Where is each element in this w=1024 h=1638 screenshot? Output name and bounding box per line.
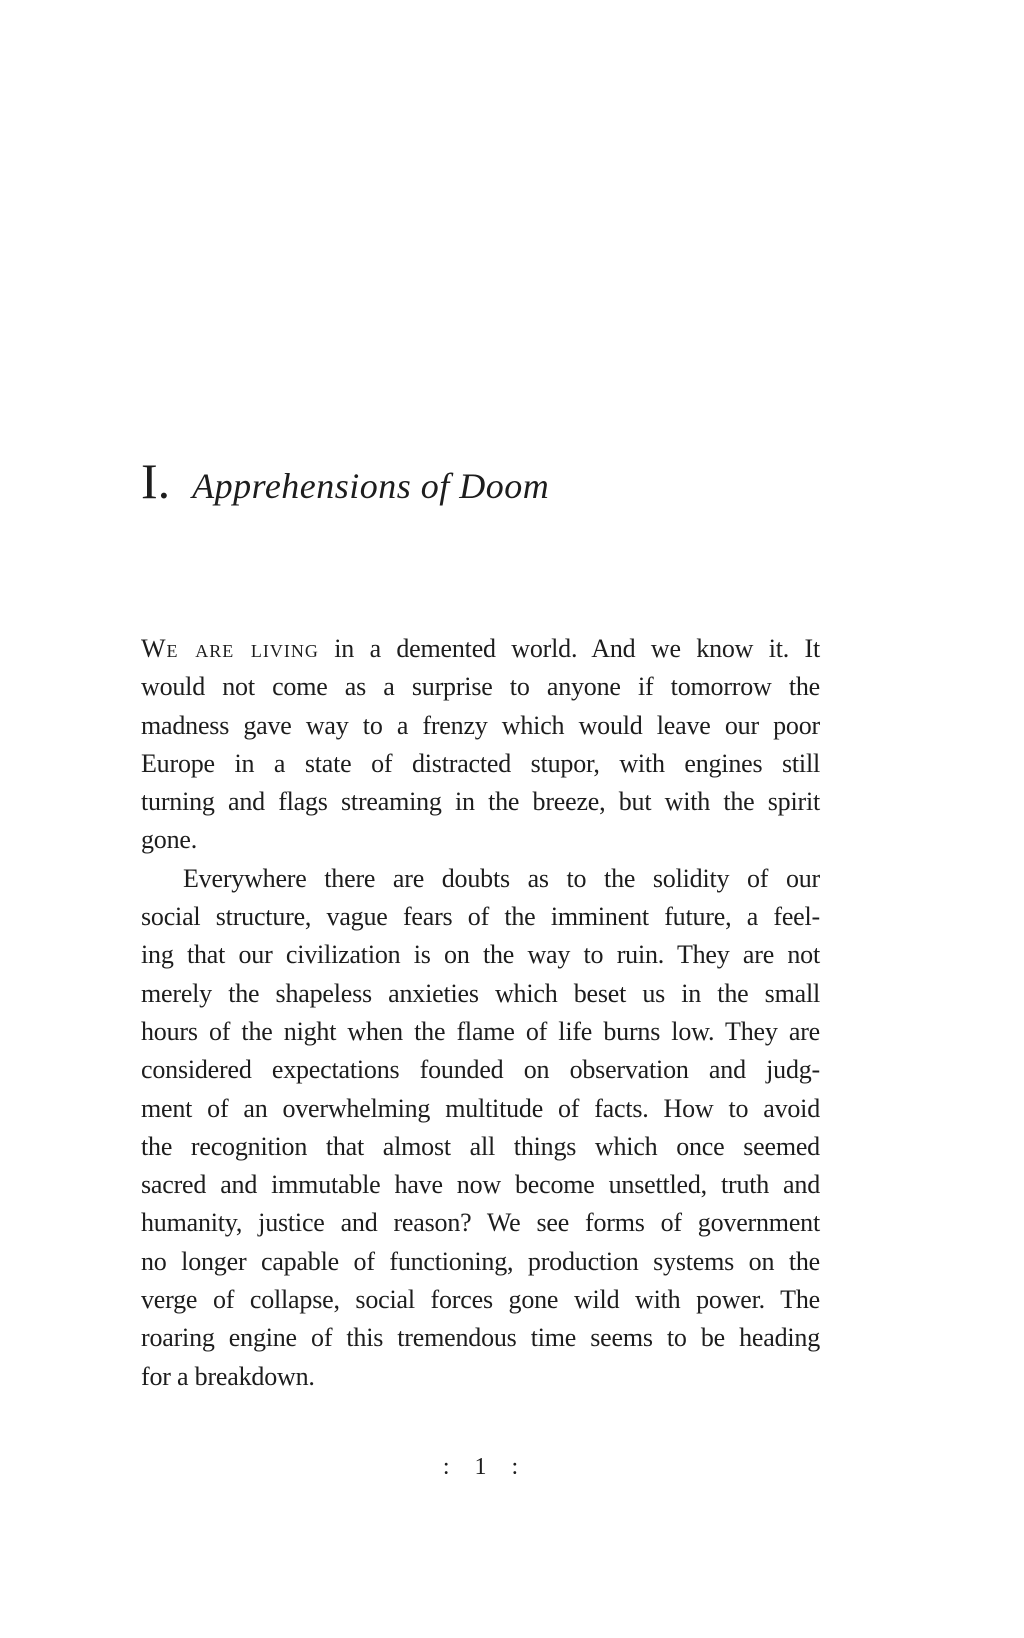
text-line: verge of collapse, social forces gone wild with power. The <box>141 1285 820 1315</box>
body-text <box>141 630 820 1396</box>
text-line: the recognition that almost all things which once seemed <box>141 1131 820 1161</box>
small-caps-lead: We are living <box>141 634 319 663</box>
chapter-title: Apprehensions of Doom <box>192 466 550 506</box>
text-line: roaring engine of this tremendous time seems to be heading <box>141 1323 820 1353</box>
footer-ornament-right: : <box>511 1454 519 1480</box>
text-line: madness gave way to a frenzy which would leave our poor <box>141 710 820 740</box>
text-line: Europe in a state of distracted stupor, with engines still <box>141 748 820 778</box>
text-line: ment of an overwhelming multitude of facts. How to avoid <box>141 1093 820 1123</box>
text-line: humanity, justice and reason? We see forms of government <box>141 1208 820 1238</box>
text-line: considered expectations founded on observation and judg- <box>141 1055 820 1085</box>
text-line: We are living in a demented world. And we know it. It <box>141 634 820 663</box>
text-line: merely the shapeless anxieties which beset us in the small <box>141 978 820 1008</box>
text-line: hours of the night when the flame of life burns low. They are <box>141 1016 820 1046</box>
text-line: ing that our civilization is on the way to ruin. They are not <box>141 940 820 970</box>
text-line: gone. <box>141 825 198 855</box>
page-footer <box>141 1453 820 1482</box>
chapter-number: I. <box>141 453 171 509</box>
text-line: would not come as a surprise to anyone if tomorrow the <box>141 672 820 702</box>
page-number: 1 <box>474 1454 487 1480</box>
chapter-heading <box>141 453 550 509</box>
text-line: sacred and immutable have now become unsettled, truth and <box>141 1170 820 1200</box>
text-line: no longer capable of functioning, production systems on the <box>141 1246 820 1276</box>
footer-ornament-left: : <box>442 1454 450 1480</box>
text-line: social structure, vague fears of the imminent future, a feel- <box>141 902 820 932</box>
text-line: Everywhere there are doubts as to the solidity of our <box>183 863 820 893</box>
text-line: for a breakdown. <box>141 1361 315 1391</box>
text-line: turning and flags streaming in the breeze, but with the spirit <box>141 787 820 817</box>
